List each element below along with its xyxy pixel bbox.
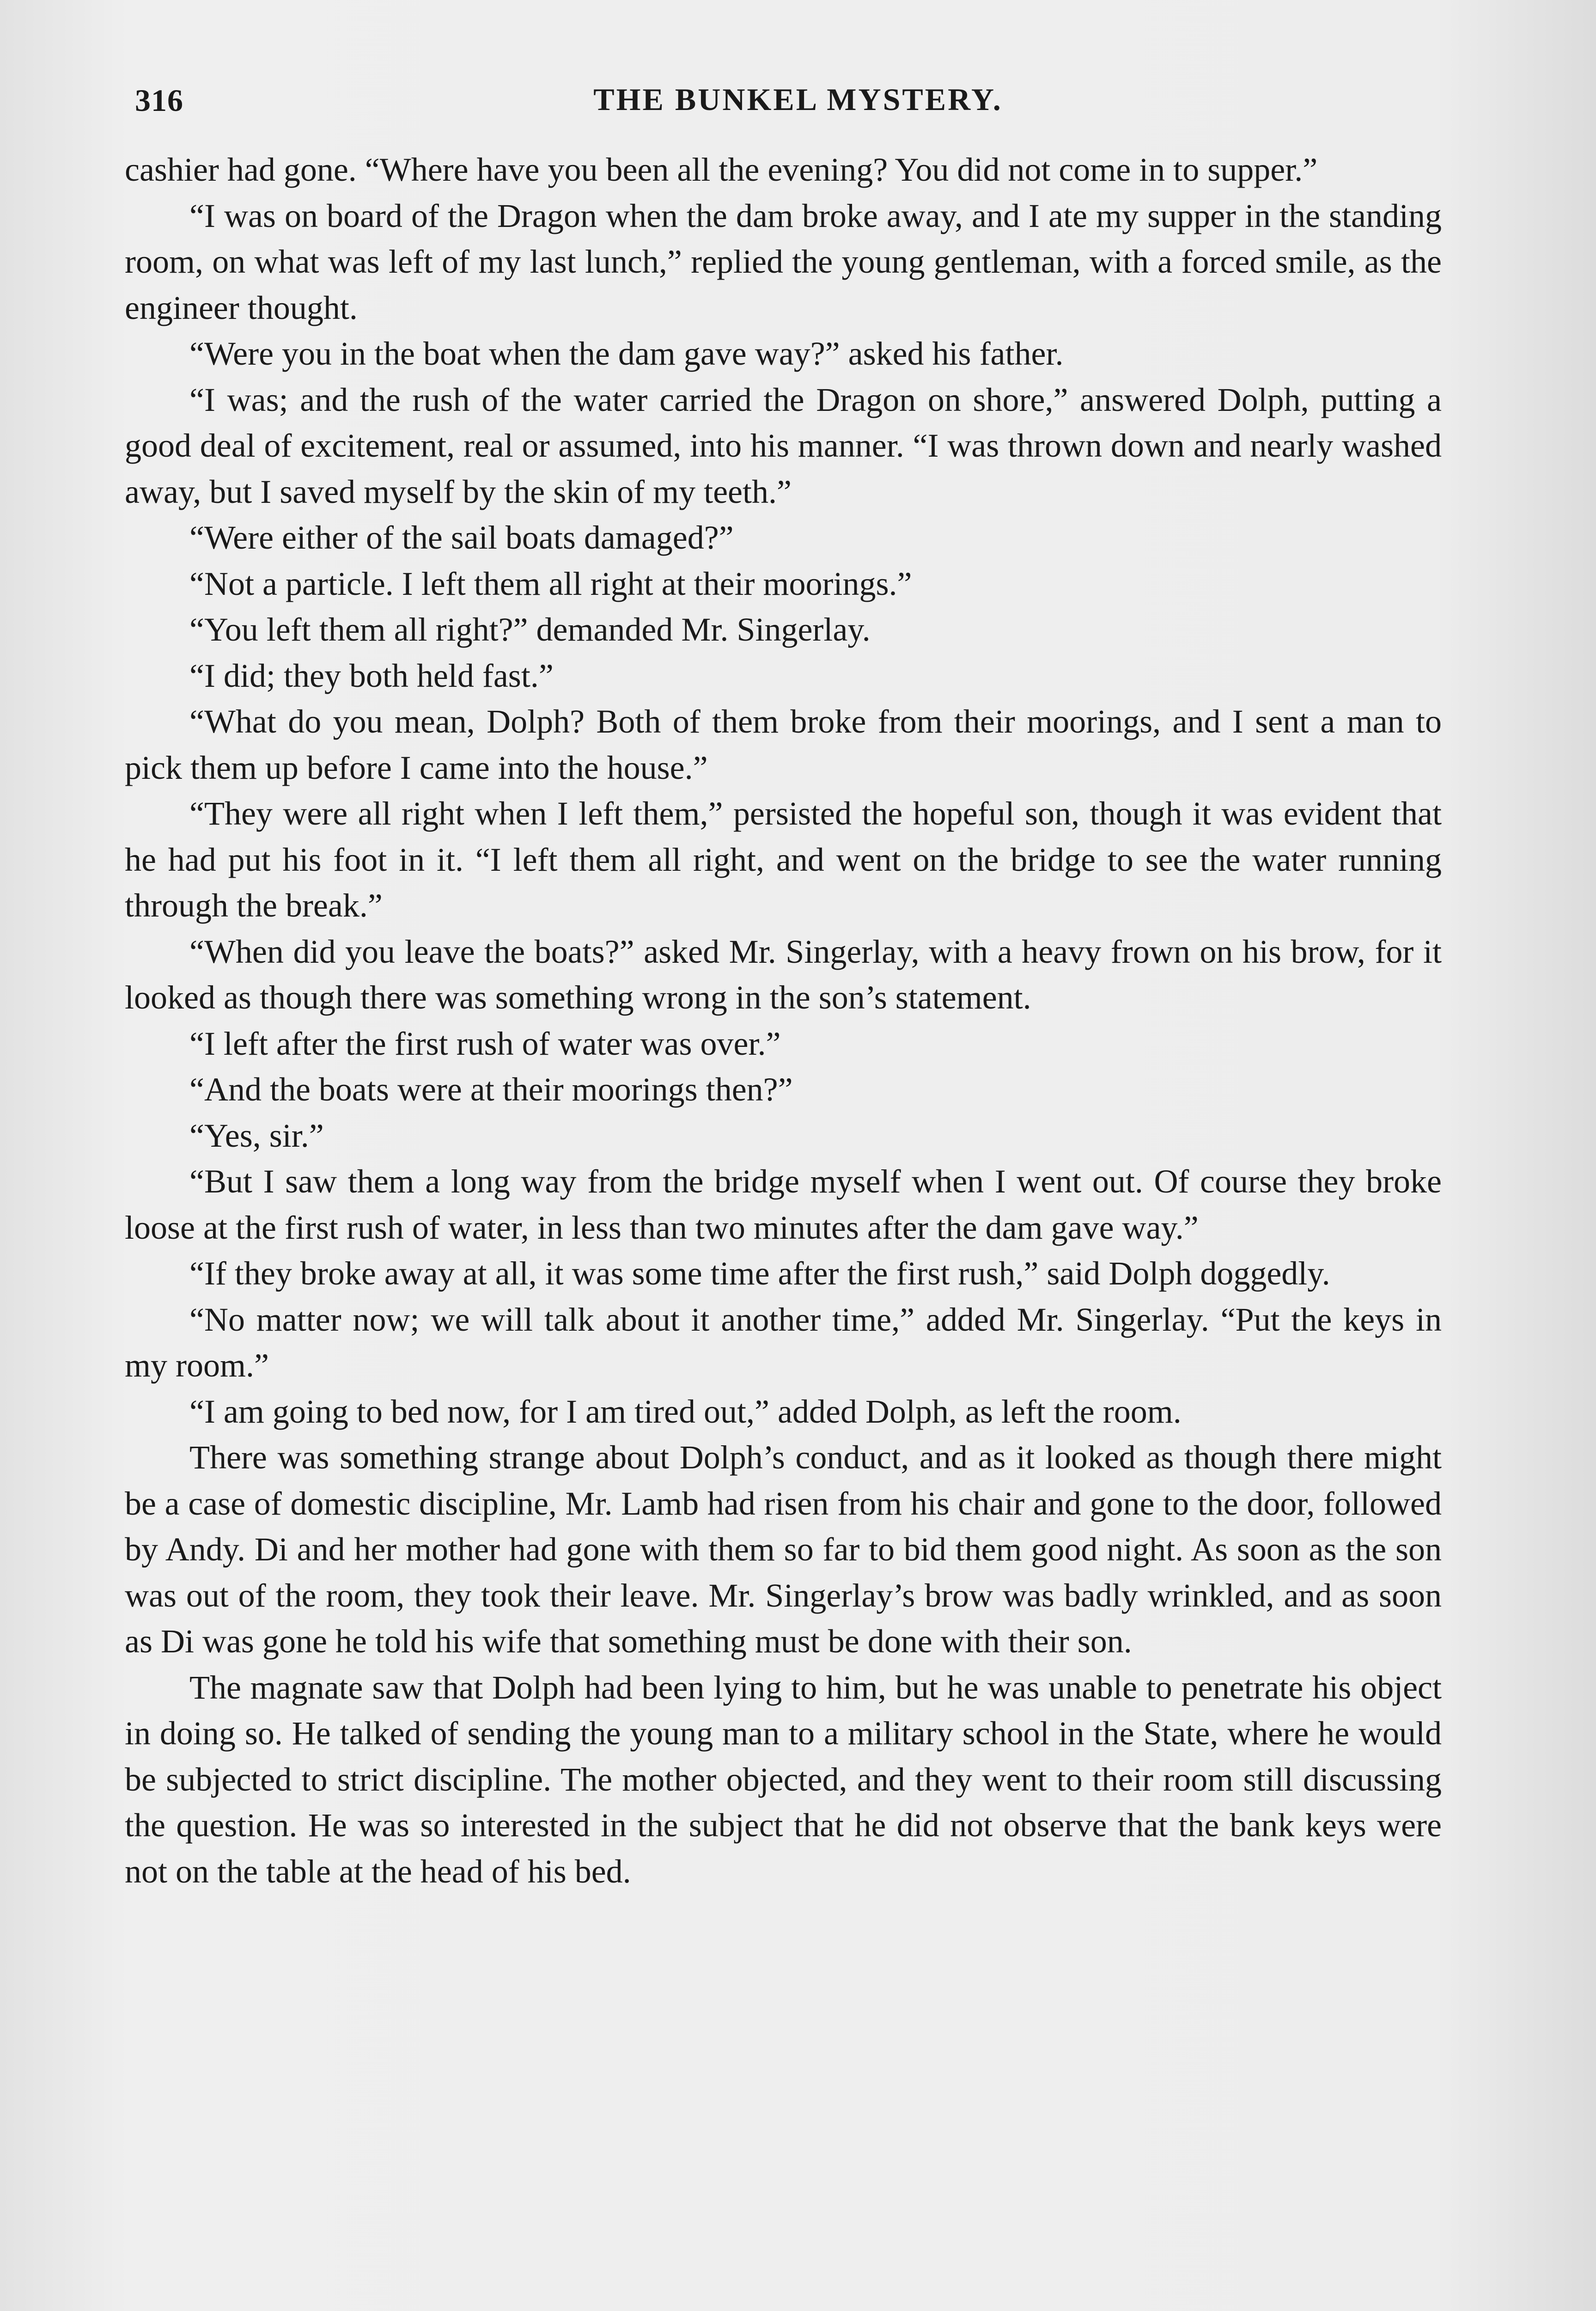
paragraph: “Were either of the sail boats damaged?” xyxy=(189,519,734,556)
paragraph: “I did; they both held fast.” xyxy=(189,657,554,694)
running-title: THE BUNKEL MYSTERY. xyxy=(593,82,1003,117)
body-text xyxy=(125,147,1442,1895)
paragraph: “I was on board of the Dragon when the dam broke away, and I ate my supper in the standing room, on what was left of my last lunch,” replied the young gentleman, with a forced smile, as the engineer thought. xyxy=(125,197,1442,326)
paragraph: The magnate saw that Dolph had been lying to him, but he was unable to penetrate his object in doing so. He talked of sending the young man to a military school in the State, where he would be subjected to strict discipline. The mother objected, and they went to their room still discussing the question. He was so interested in the subject that he did not observe that the bank keys were not on the table at the head of his bed. xyxy=(125,1669,1442,1890)
paragraph: “And the boats were at their moorings then?” xyxy=(189,1071,793,1108)
paragraph: “If they broke away at all, it was some time after the first rush,” said Dolph doggedly. xyxy=(189,1255,1330,1292)
paragraph: “But I saw them a long way from the bridge myself when I went out. Of course they broke loose at the first rush of water, in less than two minutes after the dam gave way.” xyxy=(125,1163,1442,1246)
paragraph: “I am going to bed now, for I am tired out,” added Dolph, as left the room. xyxy=(189,1393,1182,1430)
paragraph: “Yes, sir.” xyxy=(189,1117,324,1154)
paragraph: “No matter now; we will talk about it another time,” added Mr. Singerlay. “Put the keys in my room.” xyxy=(125,1301,1442,1384)
paragraph: “Were you in the boat when the dam gave way?” asked his father. xyxy=(189,335,1064,372)
paragraph: “I was; and the rush of the water carried the Dragon on shore,” answered Dolph, putting a good deal of excitement, real or assumed, into his manner. “I was thrown down and nearly washed away, but I saved myself by the skin of my teeth.” xyxy=(125,381,1442,510)
paragraph: “I left after the first rush of water was over.” xyxy=(189,1025,781,1062)
paragraph: “Not a particle. I left them all right at their moorings.” xyxy=(189,565,912,602)
paragraph: “You left them all right?” demanded Mr. Singerlay. xyxy=(189,611,871,648)
paragraph: “When did you leave the boats?” asked Mr. Singerlay, with a heavy frown on his brow, for it looked as though there was something wrong in the son’s statement. xyxy=(125,933,1442,1016)
paragraph: “They were all right when I left them,” persisted the hopeful son, though it was evident that he had put his foot in it. “I left them all right, and went on the bridge to see the water running through the break.” xyxy=(125,795,1442,924)
paragraph: There was something strange about Dolph’s conduct, and as it looked as though there might be a case of domestic discipline, Mr. Lamb had risen from his chair and gone to the door, followed by Andy. Di and her mother had gone with them so far to bid them good night. As soon as the son was out of the room, they took their leave. Mr. Singerlay’s brow was badly wrinkled, and as soon as Di was gone he told his wife that something must be done with their son. xyxy=(125,1439,1442,1660)
page-number: 316 xyxy=(135,83,183,118)
paragraph: “What do you mean, Dolph? Both of them broke from their moorings, and I sent a man to pick them up before I came into the house.” xyxy=(125,703,1442,786)
paragraph: cashier had gone. “Where have you been all the evening? You did not come in to supper.” xyxy=(125,151,1318,188)
